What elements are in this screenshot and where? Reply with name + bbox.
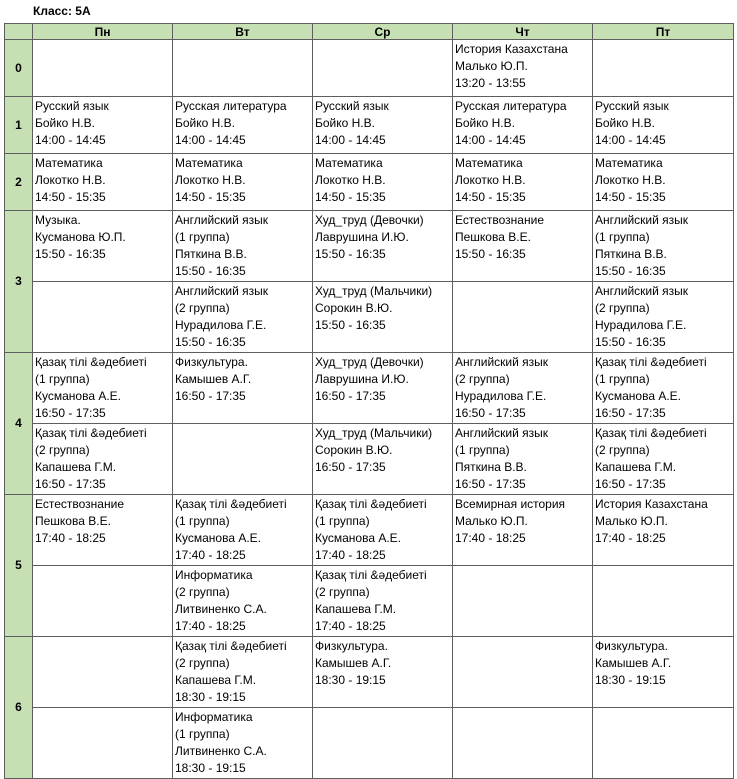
lesson-group: (2 группа) [175,585,230,599]
lesson-time: 14:00 - 14:45 [595,133,666,147]
lesson-cell-tue [173,708,313,779]
lesson-teacher: Сорокин В.Ю. [315,443,393,457]
schedule-row [5,424,734,495]
lesson-cell-thu [453,211,593,282]
lesson-teacher: Локотко Н.В. [175,173,246,187]
lesson-group: (1 группа) [175,230,230,244]
lesson-cell-thu [453,282,593,353]
period-number: 3 [5,211,33,353]
lesson-teacher: Кусманова А.Е. [175,531,262,545]
period-number: 4 [5,353,33,495]
lesson-teacher: Локотко Н.В. [455,173,526,187]
lesson-time: 15:50 - 16:35 [595,335,666,349]
lesson-cell-wed [313,40,453,97]
lesson-teacher: Кусманова А.Е. [315,531,402,545]
lesson-subject: Худ_труд (Мальчики) [315,426,433,440]
lesson-cell-fri [593,211,734,282]
lesson-subject: Всемирная история [455,497,566,511]
lesson-subject: Қазақ тілі &әдебиеті [315,568,427,582]
lesson-time: 18:30 - 19:15 [315,673,386,687]
lesson-group: (2 группа) [175,656,230,670]
lesson-subject: Қазақ тілі &әдебиеті [595,426,707,440]
lesson-group: (1 группа) [315,514,370,528]
lesson-subject: Қазақ тілі &әдебиеті [35,426,147,440]
lesson-cell-wed [313,495,453,566]
schedule-body [5,40,734,779]
lesson-cell-mon [33,495,173,566]
lesson-group: (1 группа) [595,230,650,244]
lesson-time: 17:40 - 18:25 [315,619,386,633]
lesson-subject: Русский язык [35,99,109,113]
lesson-subject: Математика [175,156,243,170]
lesson-time: 15:50 - 16:35 [455,247,526,261]
lesson-group: (1 группа) [35,372,90,386]
lesson-time: 14:50 - 15:35 [175,190,246,204]
lesson-subject: Русский язык [315,99,389,113]
lesson-cell-wed [313,97,453,154]
lesson-cell-wed [313,154,453,211]
lesson-cell-thu [453,154,593,211]
lesson-time: 14:50 - 15:35 [35,190,106,204]
lesson-group: (2 группа) [595,301,650,315]
lesson-subject: Қазақ тілі &әдебиеті [595,355,707,369]
lesson-cell-mon [33,637,173,708]
lesson-subject: Математика [595,156,663,170]
lesson-subject: Английский язык [175,284,269,298]
header-corner-cell [5,24,33,40]
lesson-time: 16:50 - 17:35 [595,477,666,491]
lesson-subject: Математика [35,156,103,170]
lesson-subject: Английский язык [595,213,689,227]
lesson-cell-mon [33,353,173,424]
lesson-cell-wed [313,708,453,779]
lesson-cell-mon [33,97,173,154]
lesson-time: 16:50 - 17:35 [35,477,106,491]
period-number: 6 [5,637,33,779]
lesson-time: 15:50 - 16:35 [175,335,246,349]
lesson-time: 18:30 - 19:15 [175,761,246,775]
class-title: Класс: 5А [33,4,91,18]
lesson-cell-tue [173,353,313,424]
lesson-time: 14:00 - 14:45 [35,133,106,147]
lesson-cell-thu [453,97,593,154]
lesson-cell-fri [593,282,734,353]
lesson-teacher: Малько Ю.П. [455,59,528,73]
lesson-teacher: Локотко Н.В. [595,173,666,187]
lesson-subject: Худ_труд (Девочки) [315,355,424,369]
lesson-subject: Қазақ тілі &әдебиеті [315,497,427,511]
schedule-row [5,566,734,637]
lesson-time: 14:50 - 15:35 [595,190,666,204]
lesson-teacher: Малько Ю.П. [455,514,528,528]
lesson-cell-wed [313,637,453,708]
lesson-teacher: Нурадилова Г.Е. [455,389,547,403]
lesson-time: 14:50 - 15:35 [315,190,386,204]
lesson-teacher: Бойко Н.В. [35,116,95,130]
lesson-cell-thu [453,566,593,637]
lesson-teacher: Сорокин В.Ю. [315,301,393,315]
lesson-teacher: Пяткина В.В. [455,460,527,474]
lesson-cell-fri [593,97,734,154]
lesson-subject: Математика [455,156,523,170]
lesson-subject: Естествознание [35,497,124,511]
lesson-cell-tue [173,637,313,708]
lesson-group: (1 группа) [175,727,230,741]
lesson-time: 17:40 - 18:25 [455,531,526,545]
lesson-cell-thu [453,40,593,97]
lesson-cell-tue [173,566,313,637]
period-number: 1 [5,97,33,154]
lesson-cell-tue [173,154,313,211]
lesson-cell-fri [593,566,734,637]
lesson-subject: Английский язык [595,284,689,298]
lesson-teacher: Камышев А.Г. [315,656,392,670]
schedule-row [5,154,734,211]
lesson-group: (2 группа) [595,443,650,457]
period-number: 0 [5,40,33,97]
lesson-cell-fri [593,708,734,779]
lesson-time: 14:00 - 14:45 [315,133,386,147]
lesson-time: 14:50 - 15:35 [455,190,526,204]
lesson-subject: Қазақ тілі &әдебиеті [175,497,287,511]
lesson-teacher: Литвиненко С.А. [175,602,267,616]
lesson-teacher: Капашева Г.М. [315,602,397,616]
lesson-subject: Английский язык [455,426,549,440]
lesson-time: 16:50 - 17:35 [315,389,386,403]
lesson-time: 17:40 - 18:25 [35,531,106,545]
schedule-row [5,40,734,97]
lesson-time: 16:50 - 17:35 [35,406,106,420]
schedule-row [5,211,734,282]
lesson-cell-tue [173,97,313,154]
schedule-row [5,353,734,424]
lesson-time: 16:50 - 17:35 [315,460,386,474]
lesson-cell-wed [313,566,453,637]
lesson-subject: Физкультура. [175,355,248,369]
lesson-group: (2 группа) [35,443,90,457]
schedule-table [4,23,734,779]
lesson-teacher: Кусманова А.Е. [595,389,682,403]
lesson-time: 18:30 - 19:15 [175,690,246,704]
lesson-subject: Русский язык [595,99,669,113]
lesson-time: 13:20 - 13:55 [455,76,526,90]
lesson-teacher: Нурадилова Г.Е. [595,318,687,332]
lesson-teacher: Капашева Г.М. [175,673,257,687]
lesson-subject: Естествознание [455,213,544,227]
lesson-group: (1 группа) [175,514,230,528]
lesson-subject: Худ_труд (Мальчики) [315,284,433,298]
lesson-subject: Музыка. [35,213,81,227]
lesson-teacher: Лаврушина И.Ю. [315,372,409,386]
lesson-time: 15:50 - 16:35 [175,264,246,278]
lesson-time: 16:50 - 17:35 [455,477,526,491]
lesson-cell-mon [33,566,173,637]
lesson-teacher: Бойко Н.В. [595,116,655,130]
lesson-cell-mon [33,708,173,779]
lesson-subject: Қазақ тілі &әдебиеті [35,355,147,369]
lesson-subject: Физкультура. [595,639,668,653]
lesson-cell-mon [33,424,173,495]
lesson-time: 14:00 - 14:45 [175,133,246,147]
lesson-cell-tue [173,424,313,495]
lesson-cell-fri [593,495,734,566]
lesson-teacher: Пяткина В.В. [595,247,667,261]
lesson-subject: Русская литература [175,99,287,113]
lesson-cell-tue [173,211,313,282]
lesson-cell-wed [313,353,453,424]
lesson-subject: Информатика [175,710,253,724]
lesson-cell-fri [593,154,734,211]
lesson-cell-thu [453,424,593,495]
schedule-row [5,495,734,566]
lesson-teacher: Литвиненко С.А. [175,744,267,758]
lesson-cell-mon [33,154,173,211]
lesson-time: 16:50 - 17:35 [595,406,666,420]
lesson-teacher: Локотко Н.В. [315,173,386,187]
lesson-time: 17:40 - 18:25 [315,548,386,562]
lesson-time: 15:50 - 16:35 [35,247,106,261]
lesson-teacher: Капашева Г.М. [595,460,677,474]
lesson-teacher: Малько Ю.П. [595,514,668,528]
lesson-time: 16:50 - 17:35 [455,406,526,420]
lesson-time: 16:50 - 17:35 [175,389,246,403]
lesson-cell-thu [453,708,593,779]
day-header-mon: Пн [33,24,173,40]
lesson-subject: Информатика [175,568,253,582]
lesson-cell-mon [33,211,173,282]
lesson-subject: История Казахстана [595,497,708,511]
lesson-teacher: Капашева Г.М. [35,460,117,474]
lesson-group: (2 группа) [175,301,230,315]
lesson-cell-fri [593,424,734,495]
lesson-cell-tue [173,495,313,566]
lesson-teacher: Лаврушина И.Ю. [315,230,409,244]
lesson-cell-fri [593,353,734,424]
lesson-time: 17:40 - 18:25 [175,548,246,562]
lesson-subject: История Казахстана [455,42,568,56]
lesson-teacher: Бойко Н.В. [175,116,235,130]
schedule-row [5,708,734,779]
lesson-time: 17:40 - 18:25 [595,531,666,545]
lesson-teacher: Пешкова В.Е. [35,514,111,528]
lesson-subject: Английский язык [455,355,549,369]
lesson-cell-mon [33,40,173,97]
lesson-teacher: Кусманова Ю.П. [35,230,126,244]
lesson-subject: Математика [315,156,383,170]
lesson-teacher: Кусманова А.Е. [35,389,122,403]
schedule-row [5,97,734,154]
lesson-cell-tue [173,40,313,97]
lesson-cell-wed [313,424,453,495]
period-number: 5 [5,495,33,637]
lesson-cell-mon [33,282,173,353]
lesson-time: 18:30 - 19:15 [595,673,666,687]
lesson-subject: Английский язык [175,213,269,227]
lesson-cell-fri [593,40,734,97]
lesson-group: (1 группа) [595,372,650,386]
lesson-teacher: Бойко Н.В. [455,116,515,130]
lesson-cell-wed [313,282,453,353]
day-header-tue: Вт [173,24,313,40]
lesson-cell-wed [313,211,453,282]
lesson-group: (1 группа) [455,443,510,457]
period-number: 2 [5,154,33,211]
schedule-row [5,282,734,353]
lesson-cell-thu [453,353,593,424]
lesson-cell-tue [173,282,313,353]
lesson-cell-thu [453,637,593,708]
lesson-time: 15:50 - 16:35 [315,247,386,261]
schedule-row [5,637,734,708]
day-header-thu: Чт [453,24,593,40]
lesson-subject: Қазақ тілі &әдебиеті [175,639,287,653]
lesson-subject: Физкультура. [315,639,388,653]
lesson-subject: Худ_труд (Девочки) [315,213,424,227]
lesson-time: 15:50 - 16:35 [315,318,386,332]
lesson-subject: Русская литература [455,99,567,113]
lesson-teacher: Локотко Н.В. [35,173,106,187]
lesson-teacher: Камышев А.Г. [595,656,672,670]
lesson-time: 17:40 - 18:25 [175,619,246,633]
lesson-time: 14:00 - 14:45 [455,133,526,147]
lesson-group: (2 группа) [315,585,370,599]
lesson-teacher: Пяткина В.В. [175,247,247,261]
lesson-time: 15:50 - 16:35 [595,264,666,278]
lesson-cell-thu [453,495,593,566]
lesson-teacher: Камышев А.Г. [175,372,252,386]
lesson-cell-fri [593,637,734,708]
header-row [5,24,734,40]
lesson-teacher: Бойко Н.В. [315,116,375,130]
day-header-fri: Пт [593,24,734,40]
lesson-teacher: Пешкова В.Е. [455,230,531,244]
lesson-group: (2 группа) [455,372,510,386]
day-header-wed: Ср [313,24,453,40]
lesson-teacher: Нурадилова Г.Е. [175,318,267,332]
